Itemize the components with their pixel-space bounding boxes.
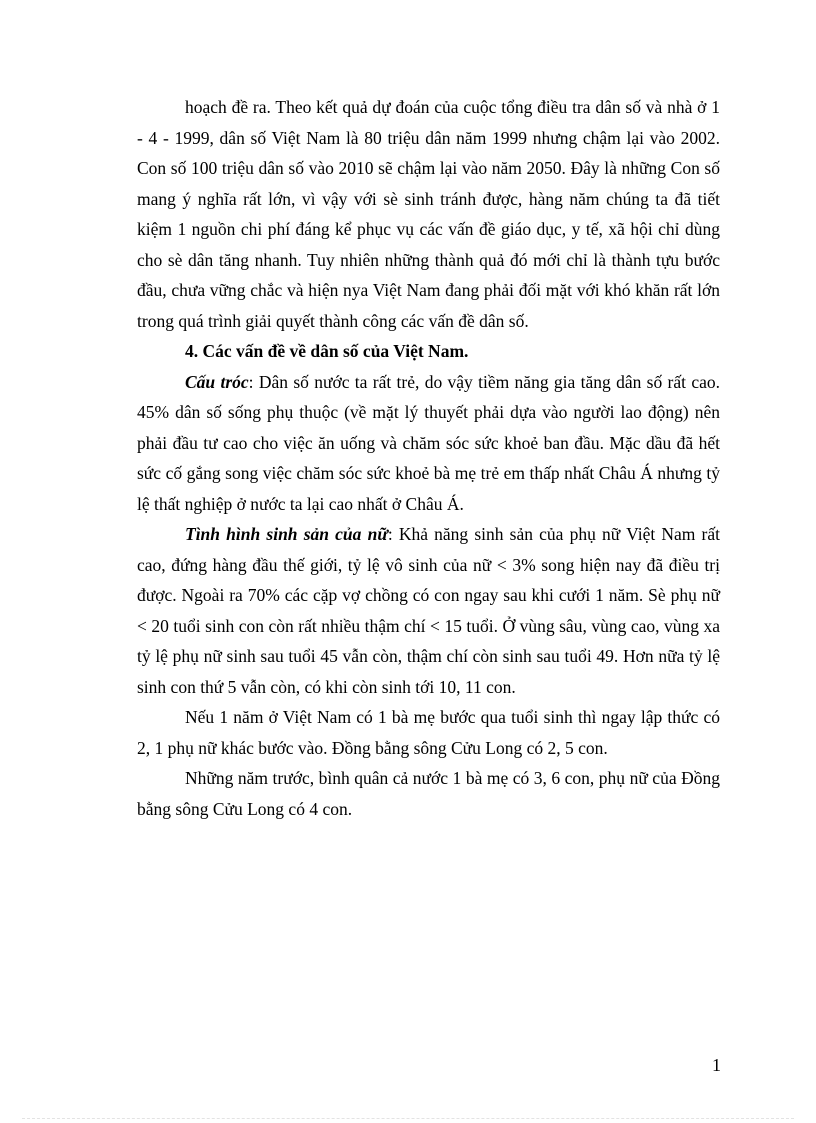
paragraph-structure-lead: Cấu tróc (185, 371, 249, 392)
paragraph-intro: hoạch đề ra. Theo kết quả dự đoán của cuộc tổng điều tra dân số và nhà ở 1 - 4 - 1999, dân số Việt Nam là 80 triệu dân năm 1999 nhưng chậm lại vào 2002. Con số 100 triệu dân số vào 2010 sẽ chậm lại vào năm 2050. Đây là những Con số mang ý nghĩa rất lớn, vì vậy với sè sinh tránh được, hàng năm chúng ta đã tiết kiệm 1 nguồn chi phí đáng kể phục vụ các vấn đề giáo dục, y tế, xã hội chỉ dùng cho sè dân tăng nhanh. Tuy nhiên những thành quả đó mới chỉ là thành tựu bước đầu, chưa vững chắc và hiện nya Việt Nam đang phải đối mặt với khó khăn rất lớn trong quá trình giải quyết thành công các vấn đề dân số. (137, 97, 720, 331)
page-number: 1 (712, 1055, 721, 1075)
document-body (137, 92, 720, 824)
paragraph-fertility (137, 519, 720, 702)
paragraph-fertility-lead: Tình hình sinh sản của nữ (185, 524, 388, 544)
paragraph-structure (137, 367, 720, 520)
paragraph-previous-years: Những năm trước, bình quân cả nước 1 bà mẹ có 3, 6 con, phụ nữ của Đồng bằng sông Cửu Long có 4 con. (137, 768, 720, 819)
paragraph-structure-text: : Dân số nước ta rất trẻ, do vậy tiềm năng gia tăng dân số rất cao. 45% dân số sống phụ thuộc (về mặt lý thuyết phải dựa vào người lao động) nên phải đầu tư cao cho việc ăn uống và chăm sóc sức khoẻ ban đầu. Mặc dầu đã hết sức cố gắng song việc chăm sóc sức khoẻ bà mẹ trẻ em thấp nhất Châu Á nhưng tỷ lệ thất nghiệp ở nước ta lại cao nhất ở Châu Á. (137, 371, 720, 514)
section-heading: 4. Các vấn đề về dân số của Việt Nam. (185, 341, 469, 361)
paragraph-fertility-text: : Khả năng sinh sản của phụ nữ Việt Nam rất cao, đứng hàng đầu thế giới, tỷ lệ vô sinh của nữ < 3% song hiện nay đã điều trị được. Ngoài ra 70% các cặp vợ chồng có con ngay sau khi cưới 1 năm. Sè phụ nữ < 20 tuổi sinh con còn rất nhiều thậm chí < 15 tuổi. Ở vùng sâu, vùng cao, vùng xa tỷ lệ phụ nữ sinh sau tuổi 45 vẫn còn, thậm chí còn sinh sau tuổi 49. Hơn nữa tỷ lệ sinh con thứ 5 vẫn còn, có khi còn sinh tới 10, 11 con. (137, 524, 720, 697)
paragraph-mothers: Nếu 1 năm ở Việt Nam có 1 bà mẹ bước qua tuổi sinh thì ngay lập thức có 2, 1 phụ nữ khác bước vào. Đồng bằng sông Cửu Long có 2, 5 con. (137, 707, 720, 758)
page-bottom-divider (22, 1118, 794, 1119)
